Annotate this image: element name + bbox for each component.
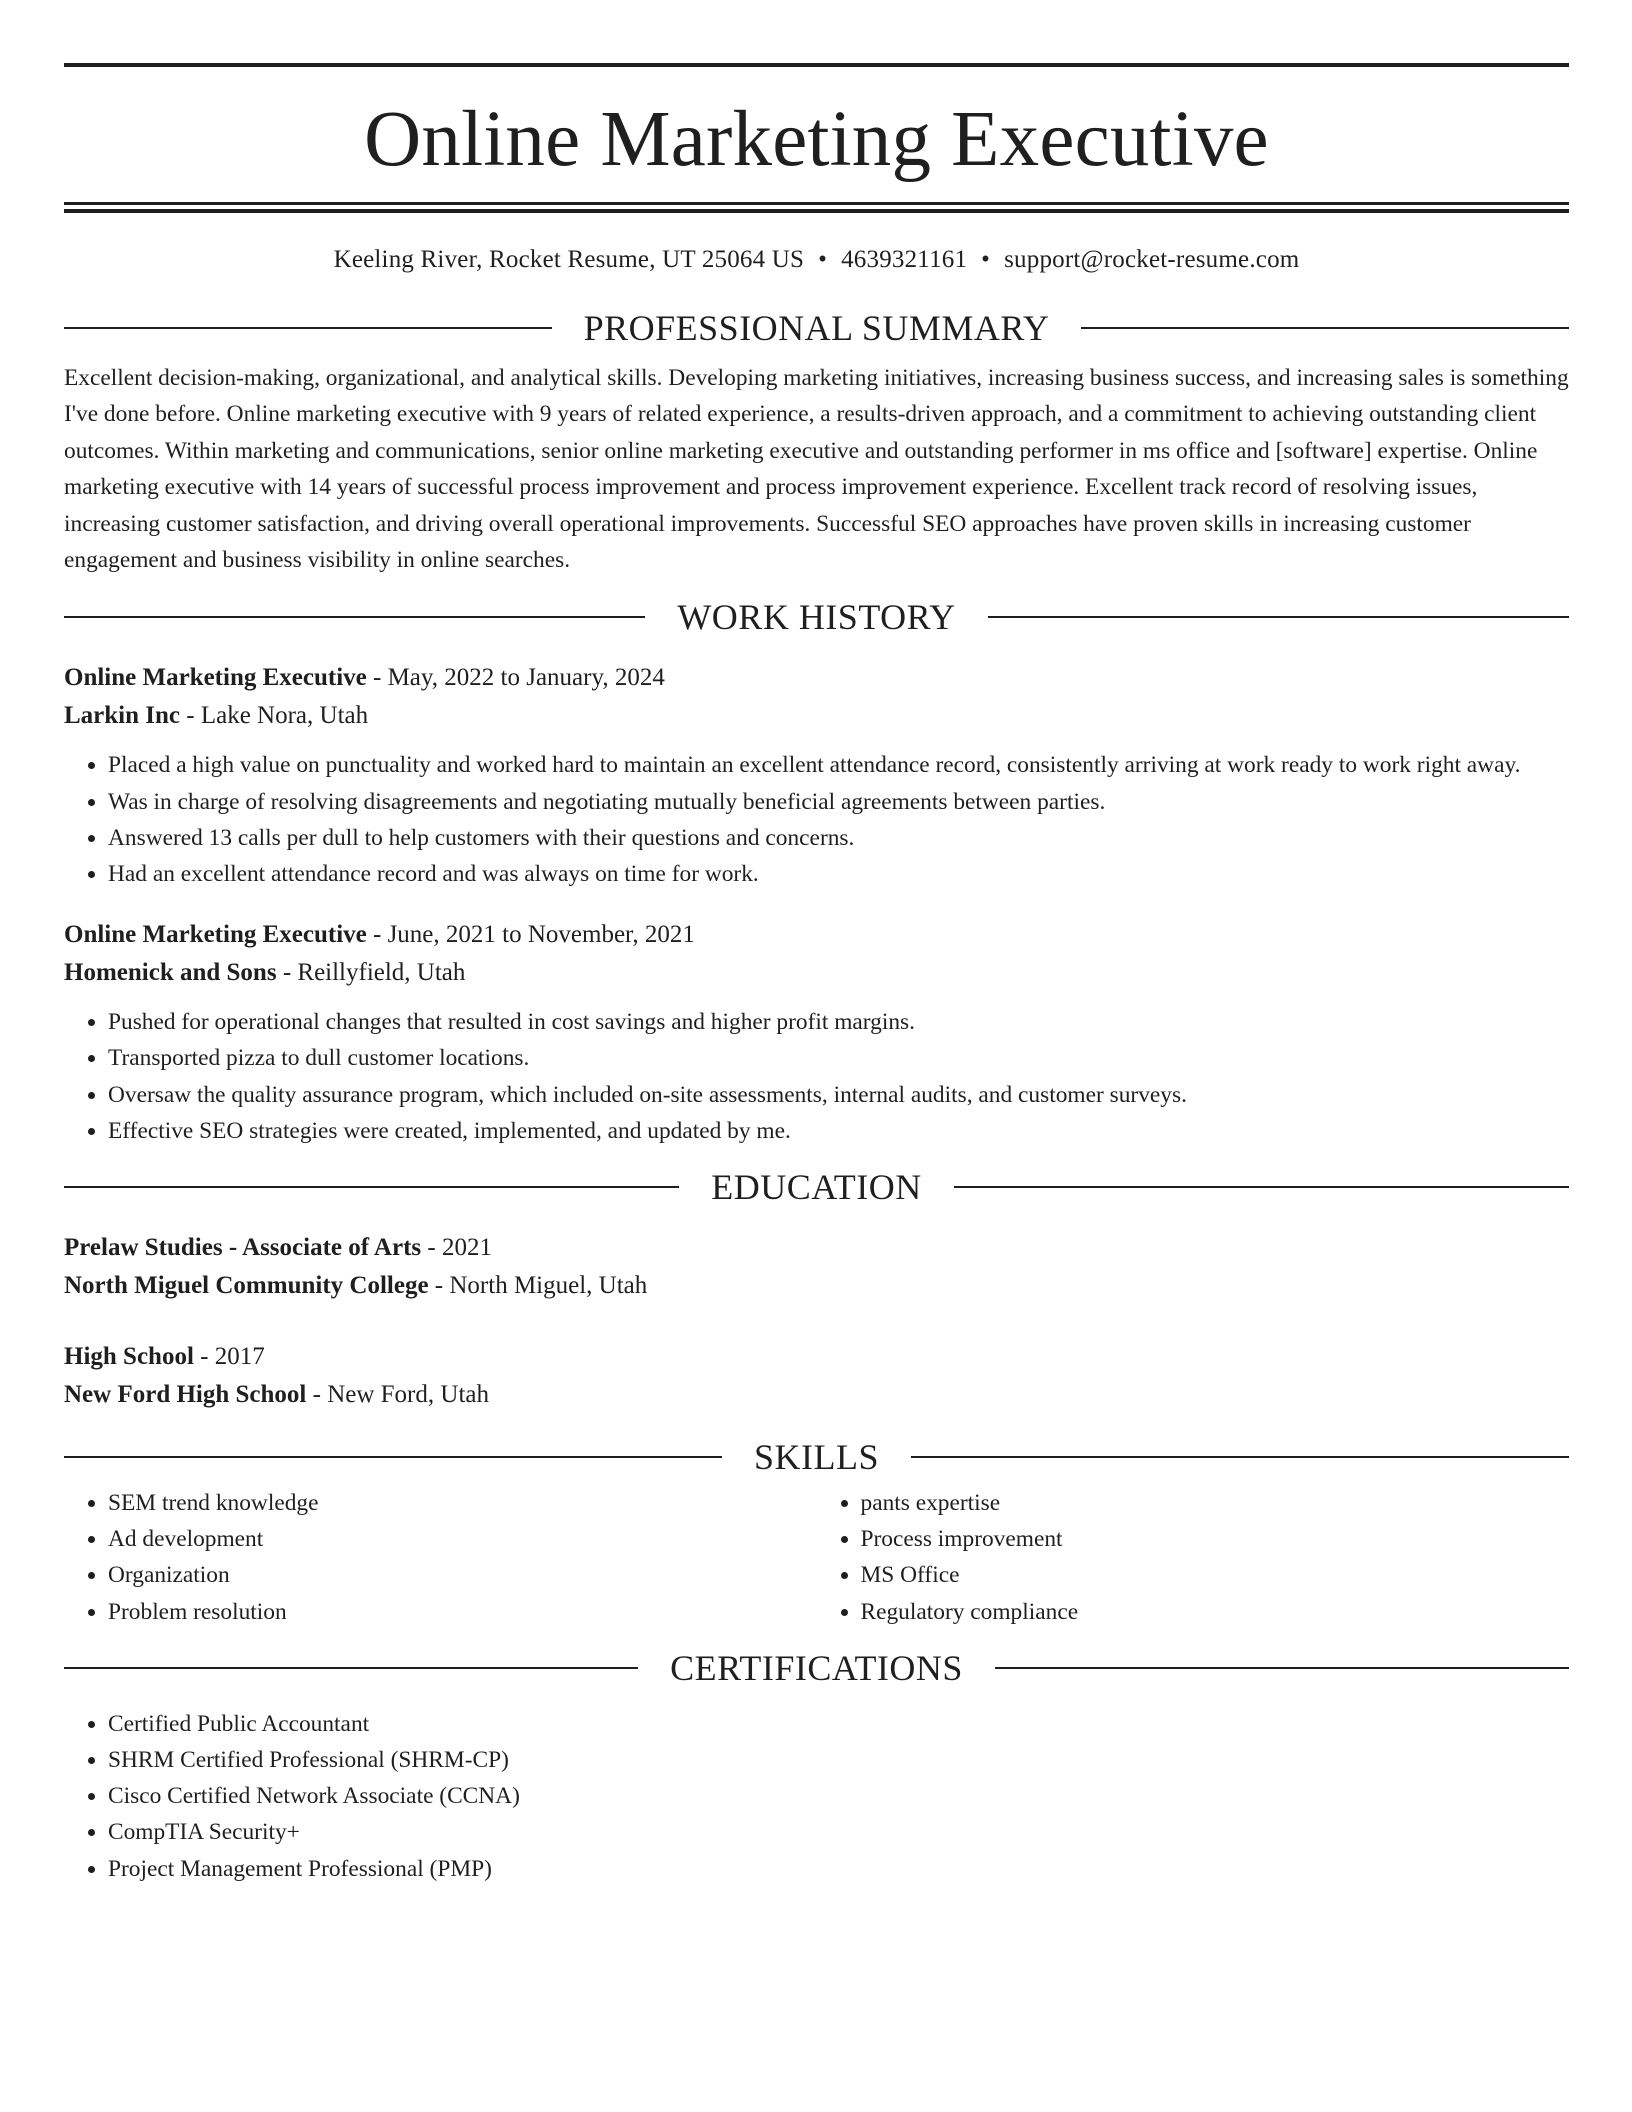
section-title: SKILLS bbox=[754, 1437, 880, 1478]
job-bullets bbox=[64, 1004, 1569, 1149]
list-item: • Transported pizza to dull customer locations. bbox=[108, 1040, 1569, 1076]
contact-separator: • bbox=[818, 246, 828, 273]
list-item: • CompTIA Security+ bbox=[108, 1814, 1569, 1850]
list-item: • SHRM Certified Professional (SHRM-CP) bbox=[108, 1742, 1569, 1778]
job-title-line bbox=[64, 916, 1569, 954]
job-location: - Lake Nora, Utah bbox=[180, 702, 369, 730]
skills-list-right bbox=[817, 1485, 1570, 1630]
list-item: • MS Office bbox=[861, 1557, 1570, 1593]
list-item: • pants expertise bbox=[861, 1485, 1570, 1521]
list-item: • Oversaw the quality assurance program, which included on-site assessments, internal audits, and customer surveys. bbox=[108, 1077, 1569, 1113]
section-title: EDUCATION bbox=[711, 1167, 922, 1208]
job-bullets bbox=[64, 747, 1569, 892]
job-dates: - June, 2021 to November, 2021 bbox=[366, 921, 695, 949]
education-degree: High School bbox=[64, 1343, 194, 1371]
header-double-rule bbox=[64, 202, 1569, 213]
list-item: • Process improvement bbox=[861, 1521, 1570, 1557]
contact-email: support@rocket-resume.com bbox=[1004, 246, 1300, 273]
job-role: Online Marketing Executive bbox=[64, 664, 367, 692]
contact-phone: 4639321161 bbox=[841, 246, 968, 273]
education-school: North Miguel Community College bbox=[64, 1272, 429, 1300]
list-item: • Had an excellent attendance record and was always on time for work. bbox=[108, 856, 1569, 892]
section-title: CERTIFICATIONS bbox=[670, 1647, 963, 1688]
top-rule bbox=[64, 63, 1569, 67]
job-company-line bbox=[64, 697, 1569, 735]
education-year: - 2017 bbox=[193, 1343, 265, 1371]
section-header-summary bbox=[64, 308, 1569, 348]
education-school-line bbox=[64, 1267, 1569, 1305]
job-title-line bbox=[64, 659, 1569, 697]
list-item: • Certified Public Accountant bbox=[108, 1706, 1569, 1742]
list-item: • Effective SEO strategies were created, implemented, and updated by me. bbox=[108, 1113, 1569, 1149]
job-company-line bbox=[64, 954, 1569, 992]
education-degree: Prelaw Studies - Associate of Arts bbox=[64, 1234, 422, 1262]
list-item: • SEM trend knowledge bbox=[108, 1485, 817, 1521]
section-header-education bbox=[64, 1167, 1569, 1207]
section-title: PROFESSIONAL SUMMARY bbox=[583, 308, 1050, 348]
contact-line bbox=[64, 243, 1569, 277]
list-item: • Organization bbox=[108, 1557, 817, 1593]
section-header-work bbox=[64, 597, 1569, 637]
resume-name: Online Marketing Executive bbox=[364, 96, 1269, 183]
section-title: WORK HISTORY bbox=[677, 597, 956, 638]
contact-separator: • bbox=[981, 246, 991, 273]
education-school: New Ford High School bbox=[64, 1381, 307, 1409]
skills-list-left bbox=[64, 1485, 817, 1630]
job-entry bbox=[64, 916, 1569, 1149]
list-item: • Project Management Professional (PMP) bbox=[108, 1851, 1569, 1887]
education-degree-line bbox=[64, 1229, 1569, 1267]
list-item: • Cisco Certified Network Associate (CCNA) bbox=[108, 1778, 1569, 1814]
summary-text: Excellent decision-making, organizational, and analytical skills. Developing marketing initiatives, increasing business success, and increasing sales is something I've done before. Online marketing executive with 9 years of related experience, a results-driven approach, and a commitment to achieving outstanding client outcomes. Within marketing and communications, senior online marketing executive and outstanding performer in ms office and [software] expertise. Online marketing executive with 14 years of successful process improvement and process improvement experience. Excellent track record of resolving issues, increasing customer satisfaction, and driving overall operational improvements. Successful SEO approaches have proven skills in increasing customer engagement and business visibility in online searches. bbox=[64, 365, 1569, 574]
job-company: Larkin Inc bbox=[64, 702, 181, 730]
section-header-certifications bbox=[64, 1648, 1569, 1688]
education-year: - 2021 bbox=[421, 1234, 492, 1262]
job-dates: - May, 2022 to January, 2024 bbox=[366, 664, 665, 692]
job-company: Homenick and Sons bbox=[64, 959, 277, 987]
certifications-list bbox=[64, 1706, 1569, 1887]
education-location: - North Miguel, Utah bbox=[428, 1272, 648, 1300]
list-item: • Regulatory compliance bbox=[861, 1594, 1570, 1630]
section-header-skills bbox=[64, 1437, 1569, 1477]
education-school-line bbox=[64, 1376, 1569, 1414]
list-item: • Placed a high value on punctuality and worked hard to maintain an excellent attendance record, consistently arriving at work ready to work right away. bbox=[108, 747, 1569, 783]
job-role: Online Marketing Executive bbox=[64, 921, 367, 949]
education-location: - New Ford, Utah bbox=[306, 1381, 489, 1409]
list-item: • Ad development bbox=[108, 1521, 817, 1557]
job-location: - Reillyfield, Utah bbox=[276, 959, 466, 987]
job-entry bbox=[64, 659, 1569, 892]
contact-address: Keeling River, Rocket Resume, UT 25064 US bbox=[333, 246, 805, 273]
education-entry bbox=[64, 1338, 1569, 1414]
education-degree-line bbox=[64, 1338, 1569, 1376]
list-item: • Answered 13 calls per dull to help customers with their questions and concerns. bbox=[108, 820, 1569, 856]
list-item: • Was in charge of resolving disagreements and negotiating mutually beneficial agreements between parties. bbox=[108, 784, 1569, 820]
list-item: • Pushed for operational changes that resulted in cost savings and higher profit margins. bbox=[108, 1004, 1569, 1040]
education-entry bbox=[64, 1229, 1569, 1305]
skills-grid bbox=[64, 1485, 1569, 1630]
list-item: • Problem resolution bbox=[108, 1594, 817, 1630]
